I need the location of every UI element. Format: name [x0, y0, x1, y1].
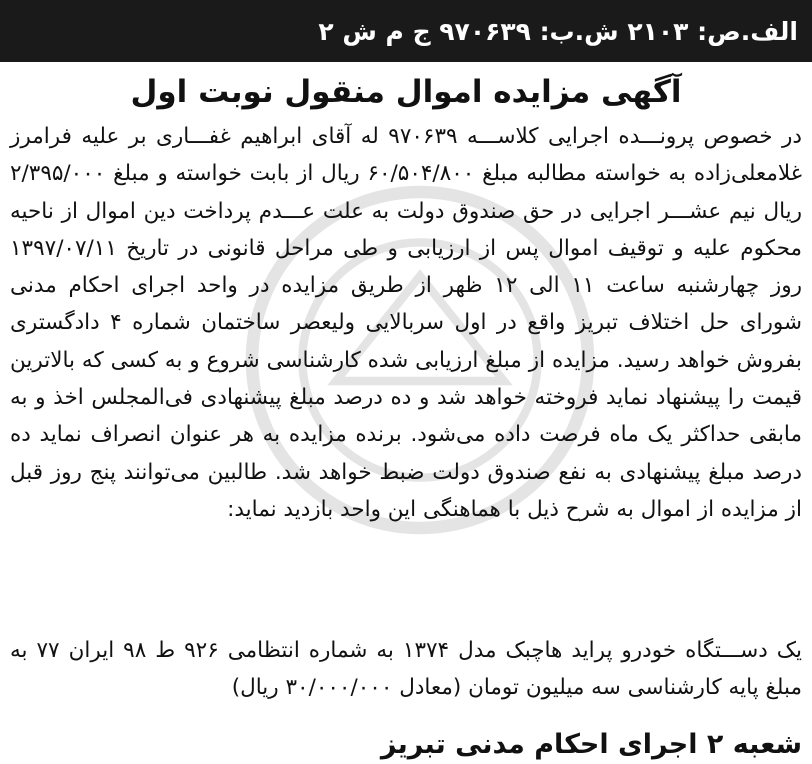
auction-item: یک دســـتگاه خودرو پراید هاچبک مدل ۱۳۷۴ به شماره انتظامی ۹۲۶ ط ۹۸ ایران ۷۷ به مبلغ پایه کارشناسی سه میلیون تومان (معادل ۳۰/۰۰۰/۰۰۰ ریال) [10, 638, 802, 700]
reference-number: الف.ص: ۲۱۰۳ ش.ب: ۹۷۰۶۳۹ ج م ش ۲ [318, 16, 798, 46]
notice-paragraph: در خصوص پرونـــده اجرایی کلاســـه ۹۷۰۶۳۹ له آقای ابراهیم غفـــاری بر علیه فرامرز غلامعلی‌زاده به خواسته مطالبه مبلغ ۶۰/۵۰۴/۸۰۰ ریال از بابت خواسته و مبلغ ۲/۳۹۵/۰۰۰ ریال نیم عشـــر اجرایی در حق صندوق دولت به علت عـــدم پرداخت دین اموال از ناحیه محکوم علیه و توقیف اموال پس از ارزیابی و طی مراحل قانونی در تاریخ ۱۳۹۷/۰۷/۱۱ روز چهارشنبه ساعت ۱۱ الی ۱۲ ظهر از طریق مزایده در واحد اجرای احکام مدنی شورای حل اختلاف تبریز واقع در اول سربالایی ولیعصر ساختمان شماره ۴ دادگستری بفروش خواهد رسید. مزایده از مبلغ ارزیابی شده کارشناسی شروع و به کسی که بالاترین قیمت را پیشنهاد نماید فروخته خواهد شد و ده درصد مبلغ پیشنهادی فی‌المجلس اخذ و به مابقی حداکثر یک ماه فرصت داده می‌شود. برنده مزایده به هر عنوان انصراف نماید ده درصد مبلغ پیشنهادی به نفع صندوق دولت ضبط خواهد شد. طالبین می‌توانند پنج روز قبل از مزایده از اموال به شرح ذیل با هماهنگی این واحد بازدید نماید: [10, 124, 803, 522]
header-bar [0, 0, 812, 62]
notice-body [10, 118, 802, 528]
notice-title: آگهی مزایده اموال منقول نوبت اول [130, 74, 682, 110]
issuer-signature: شعبه ۲ اجرای احکام مدنی تبریز [380, 729, 802, 760]
